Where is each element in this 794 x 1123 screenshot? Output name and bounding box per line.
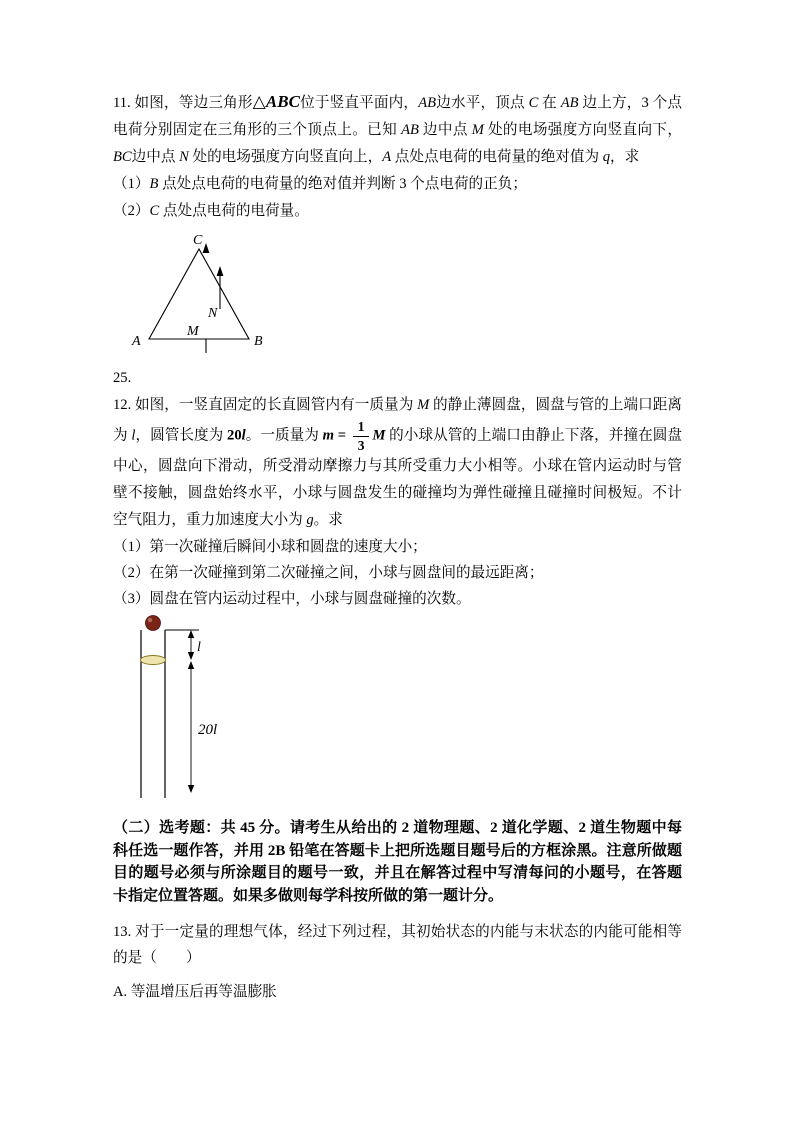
ball-highlight (148, 618, 152, 622)
text-segment: 的小球从管的上端口由静止下落，并撞在圆盘中心，圆盘向下滑动，所受滑动摩擦力与其所受重力大小相等。小球在管内运动时与管壁不接触，圆盘始终水平，小球与圆盘发生的碰撞均为弹性碰撞且碰撞时间极短。不计空气阻力，重力加速度大小为 (113, 427, 682, 529)
text-segment: M (471, 122, 484, 138)
text-segment: BC (113, 149, 132, 165)
text-segment: 边水平，顶点 (436, 95, 529, 111)
triangle-diagram (127, 229, 277, 353)
text-segment: 边上方，3 个点电荷分别固定在三角形的三个顶点上。已知 (113, 95, 682, 138)
text-segment: （1） (113, 176, 150, 192)
text-segment: 25. (113, 370, 132, 386)
text-segment: ，圆管长度为 (135, 427, 228, 444)
text-segment: AB (560, 95, 579, 111)
label-l: l (197, 640, 201, 656)
question-12-text (113, 392, 682, 534)
text-segment: 13. 对于一定量的理想气体，经过下列过程，其初始状态的内能与末状态的内能可能相等的是（ ） (113, 924, 682, 967)
text-segment: 位于竖直平面内， (299, 95, 419, 111)
disc (141, 656, 166, 665)
text-segment: （2）在第一次碰撞到第二次碰撞之间，小球与圆盘间的最远距离； (113, 565, 544, 582)
short-dim-up-arrowhead-icon (188, 630, 194, 638)
label-m: M (187, 324, 199, 339)
text-segment: q (602, 149, 611, 165)
text-segment: （3）圆盘在管内运动过程中，小球与圆盘碰撞的次数。 (113, 591, 471, 608)
text-segment: AB (401, 122, 419, 138)
long-dim-down-arrowhead-icon (188, 785, 194, 793)
m-arrowhead-icon (203, 243, 210, 253)
text-segment: l (131, 427, 136, 444)
triangle-figure (127, 229, 682, 358)
ball (146, 616, 161, 631)
text-segment: （2） (113, 203, 150, 219)
question-12-item-3 (113, 586, 682, 612)
text-segment: AB (418, 95, 437, 111)
text-segment: 边中点 (418, 122, 472, 138)
text-segment: 点处点电荷的电荷量。 (159, 203, 309, 219)
question-11-item-1 (113, 171, 682, 198)
text-segment: M (417, 397, 430, 413)
text-segment: 处的电场强度方向竖直向下， (483, 122, 682, 138)
text-segment: 处的电场强度方向竖直向上， (188, 149, 383, 165)
text-segment: 的静止薄圆盘，圆盘与管的上端口距离为 (113, 397, 683, 444)
text-segment: （1）第一次碰撞后瞬间小球和圆盘的速度大小； (113, 539, 427, 556)
label-c: C (193, 233, 203, 248)
question-13-text (113, 919, 682, 971)
long-dim-up-arrowhead-icon (188, 661, 194, 669)
text-segment: C (528, 95, 539, 111)
text-segment: l (241, 427, 246, 444)
text-segment: M (372, 427, 386, 444)
text-segment: g (306, 512, 314, 529)
short-dim-down-arrowhead-icon (188, 652, 194, 660)
text-segment: ，求 (610, 149, 640, 165)
text-segment: （二）选考题：共 45 分。请考生从给出的 2 道物理题、2 道化学题、2 道生物题中每科任选一题作答，并用 2B 铅笔在答题卡上把所选题目题号后的方框涂黑。注意所做题目的题号必须与所涂题目的题号一致，并且在解答过程中写清每问的小题号，在答题卡指定位置答题。如果多做则每学科按所做的第一题计分。 (113, 820, 682, 904)
text-segment: 。求 (313, 512, 343, 529)
label-b: B (254, 334, 263, 349)
text-segment: m (322, 427, 334, 444)
text-segment: B (149, 176, 159, 192)
triangle-outline (149, 249, 249, 339)
label-20l: 20l (198, 722, 218, 739)
section-2-instructions (113, 817, 682, 907)
question-13-option-a (113, 979, 682, 1005)
text-segment: 12. 如图，一竖直固定的长直圆管内有一质量为 (113, 397, 418, 413)
text-segment: 点处点电荷的电荷量的绝对值为 (391, 149, 603, 165)
text-segment: 点处点电荷的电荷量的绝对值并判断 3 个点电荷的正负； (158, 176, 527, 192)
n-arrowhead-icon (217, 266, 224, 276)
label-a: A (132, 334, 141, 349)
text-segment: 20 (227, 427, 242, 444)
question-12-item-2 (113, 560, 682, 586)
stray-number-25 (113, 366, 682, 390)
tube-diagram (119, 614, 294, 806)
text-segment: △ABC (252, 92, 300, 111)
text-segment: 。一质量为 (245, 427, 323, 444)
question-11-item-2 (113, 198, 682, 225)
inline-fraction: $\frac{1}{3}$ (353, 419, 370, 453)
question-11-text (113, 88, 682, 171)
tube-figure (119, 614, 682, 811)
label-n: N (208, 306, 218, 321)
text-segment: A (382, 149, 392, 165)
text-segment: 11. 如图，等边三角形 (113, 95, 253, 111)
text-segment: 边中点 (131, 149, 180, 165)
text-segment: C (149, 203, 160, 219)
text-segment: N (179, 149, 189, 165)
text-segment: = (334, 427, 350, 444)
page-content (113, 88, 682, 1005)
text-segment: A. 等温增压后再等温膨胀 (113, 984, 277, 1001)
question-12-item-1 (113, 534, 682, 560)
text-segment: 在 (538, 95, 561, 111)
